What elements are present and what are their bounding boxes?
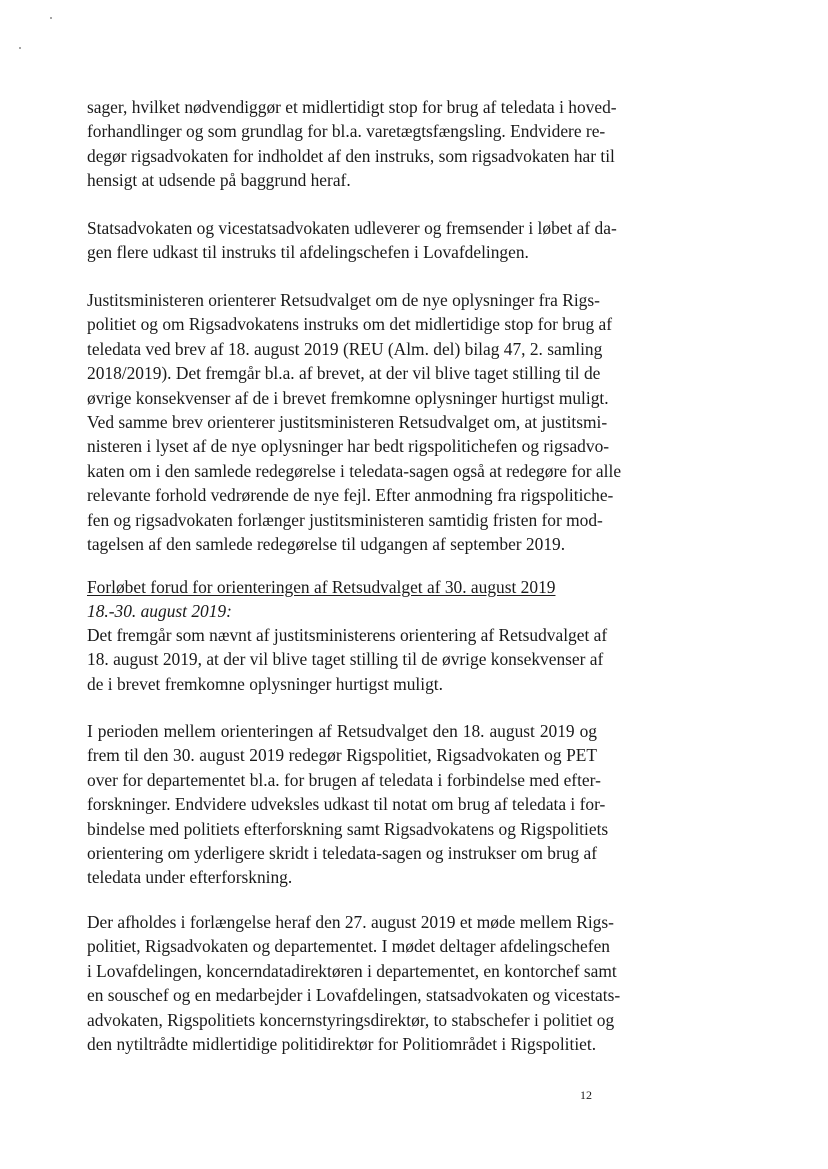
text-line: nisteren i lyset af de nye oplysninger har bedt rigspolitichefen og rigsadvo- — [87, 436, 610, 457]
text-line: orientering om yderligere skridt i teledata-sagen og instrukser om brug af — [87, 843, 597, 864]
text-line: en souschef og en medarbejder i Lovafdelingen, statsadvokaten og vicestats- — [87, 985, 621, 1006]
text-line: de i brevet fremkomne oplysninger hurtigst muligt. — [87, 673, 443, 694]
text-line: tagelsen af den samlede redegørelse til udgangen af september 2019. — [87, 534, 566, 555]
paragraph-3 — [87, 288, 622, 556]
text-line: bindelse med politiets efterforskning samt Rigsadvokatens og Rigspolitiets — [87, 818, 609, 839]
scan-speck — [50, 17, 52, 19]
text-line: over for departementet bl.a. for brugen af teledata i forbindelse med efter- — [87, 769, 601, 790]
text-line: teledata ved brev af 18. august 2019 (REU (Alm. del) bilag 47, 2. samling — [87, 338, 603, 359]
page-number: 12 — [580, 1088, 592, 1102]
text-line: teledata under efterforskning. — [87, 867, 293, 888]
paragraph-6 — [87, 910, 621, 1056]
text-line: degør rigsadvokaten for indholdet af den instruks, som rigsadvokaten har til — [87, 145, 615, 166]
text-line: Justitsministeren orienterer Retsudvalget om de nye oplysninger fra Rigs- — [87, 290, 600, 310]
text-line: i Lovafdelingen, koncerndatadirektøren i departementet, en kontorchef samt — [87, 960, 617, 981]
text-line: advokaten, Rigspolitiets koncernstyringsdirektør, to stabschefer i politiet og — [87, 1009, 615, 1030]
text-line: forhandlinger og som grundlag for bl.a. varetægtsfængsling. Endvidere re- — [87, 121, 606, 142]
text-line: Det fremgår som nævnt af justitsministerens orientering af Retsudvalget af — [87, 625, 608, 645]
text-line: Ved samme brev orienterer justitsministeren Retsudvalget om, at justitsmi- — [87, 412, 608, 433]
text-line: politiet, Rigsadvokaten og departementet. I mødet deltager afdelingschefen — [87, 936, 610, 957]
text-line: katen om i den samlede redegørelse i teledata-sagen også at redegøre for alle — [87, 460, 622, 481]
paragraph-1 — [87, 95, 617, 193]
paragraph-2 — [87, 216, 617, 265]
section-heading: Forløbet forud for orienteringen af Retsudvalget af 30. august 2019 — [87, 577, 556, 597]
text-line: fen og rigsadvokaten forlænger justitsministeren samtidig fristen for mod- — [87, 509, 603, 530]
paragraph-4 — [87, 623, 608, 696]
text-line: sager, hvilket nødvendiggør et midlertidigt stop for brug af teledata i hoved- — [87, 97, 617, 117]
scan-speck — [19, 47, 21, 49]
text-line: gen flere udkast til instruks til afdelingschefen i Lovafdelingen. — [87, 242, 529, 263]
text-line: politiet og om Rigsadvokatens instruks om det midlertidige stop for brug af — [87, 314, 613, 335]
date-subheading: 18.-30. august 2019: — [87, 601, 232, 621]
text-line: 18. august 2019, at der vil blive taget stilling til de øvrige konsekvenser af — [87, 649, 604, 670]
text-line: hensigt at udsende på baggrund heraf. — [87, 170, 351, 191]
text-line: 2018/2019). Det fremgår bl.a. af brevet, at der vil blive taget stilling til de — [87, 363, 601, 384]
text-line: relevante forhold vedrørende de nye fejl. Efter anmodning fra rigspolitiche- — [87, 485, 614, 506]
text-line: I perioden mellem orienteringen af Retsudvalget den 18. august 2019 og — [87, 721, 597, 741]
text-line: forskninger. Endvidere udveksles udkast til notat om brug af teledata i for- — [87, 794, 606, 815]
text-line: frem til den 30. august 2019 redegør Rigspolitiet, Rigsadvokaten og PET — [87, 745, 597, 766]
text-line: øvrige konsekvenser af de i brevet fremkomne oplysninger hurtigst muligt. — [87, 387, 609, 408]
text-line: den nytiltrådte midlertidige politidirektør for Politiområdet i Rigspolitiet. — [87, 1034, 597, 1055]
text-line: Der afholdes i forlængelse heraf den 27. august 2019 et møde mellem Rigs- — [87, 912, 614, 932]
paragraph-5 — [87, 719, 609, 890]
text-line: Statsadvokaten og vicestatsadvokaten udleverer og fremsender i løbet af da- — [87, 218, 617, 238]
